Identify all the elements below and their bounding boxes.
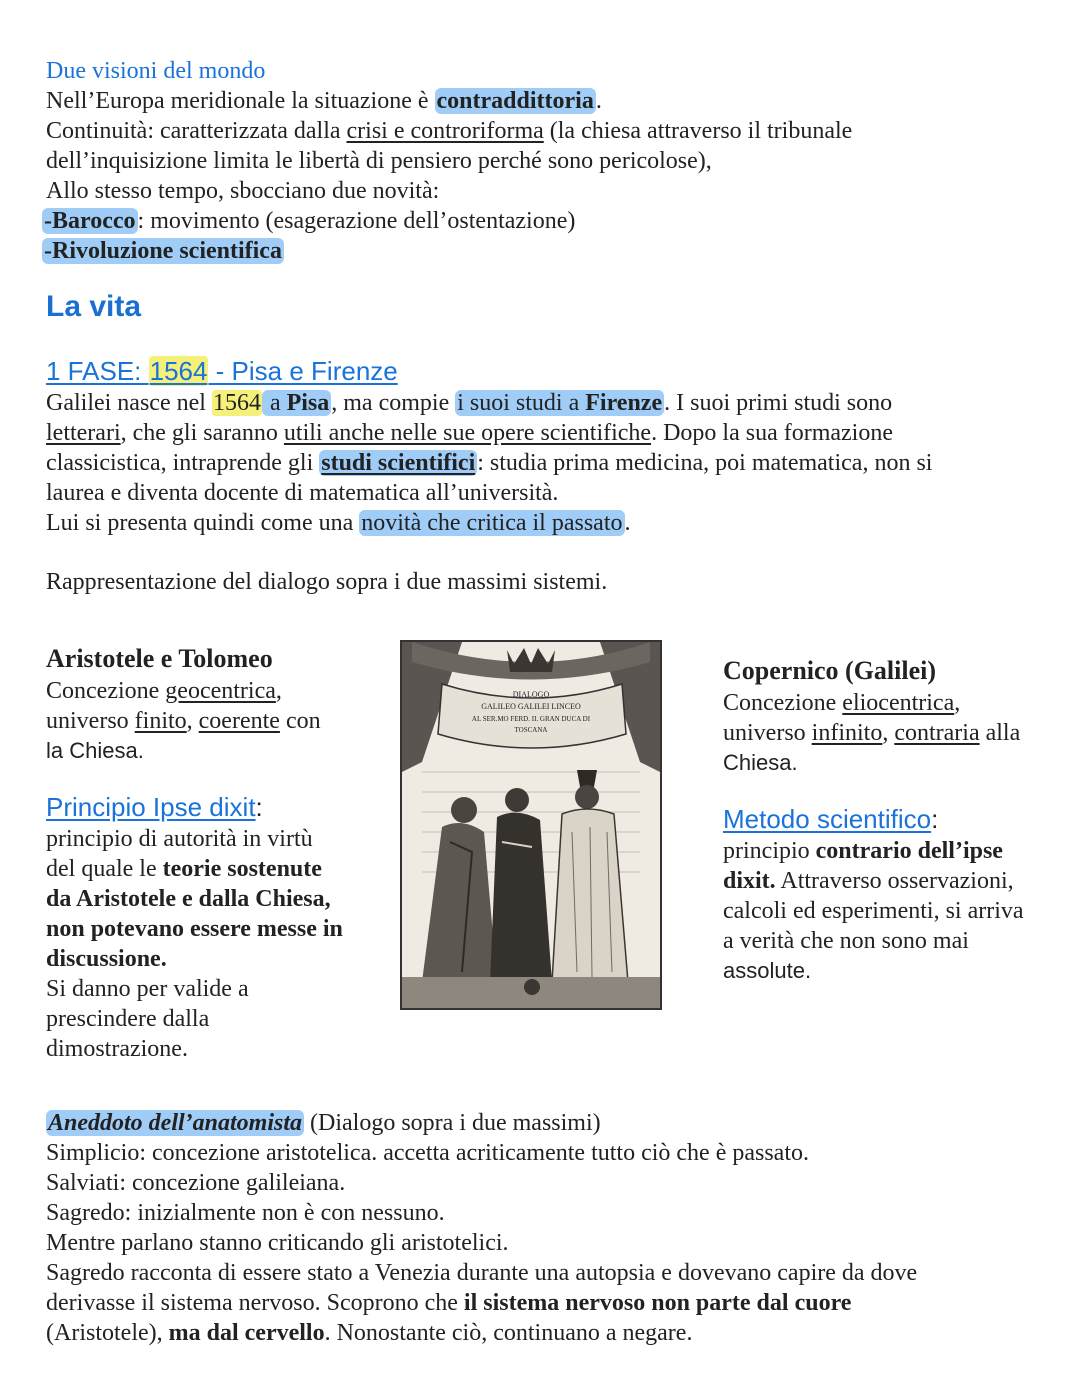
right-subheading (723, 804, 938, 834)
text: classicistica, intraprende gli (46, 450, 320, 476)
skull-icon (524, 979, 540, 995)
aneddoto-line-7 (46, 1318, 692, 1348)
text: il sistema nervoso non parte dal cuore (463, 1290, 852, 1316)
text: . Nonostante ciò, continuano a negare. (324, 1320, 693, 1346)
text: : (931, 804, 939, 834)
text: alla (979, 720, 1021, 746)
left-sub-1: principio di autorità in virtù (46, 826, 313, 852)
text: teorie sostenute (162, 856, 322, 882)
left-sub-8: dimostrazione. (46, 1036, 188, 1062)
left-line-3: la Chiesa. (46, 738, 144, 763)
text: Concezione (723, 690, 843, 716)
text: Lui si presenta quindi come una (46, 510, 360, 536)
vita-line-3 (46, 448, 932, 478)
subheading-fase-1 (46, 356, 398, 386)
left-line-2 (46, 706, 321, 736)
text: con (279, 708, 321, 734)
text: : movimento (esagerazione dell’ostentazione) (137, 208, 576, 234)
text: - Pisa e Firenze (208, 356, 398, 386)
left-title: Aristotele e Tolomeo (46, 644, 273, 673)
text: eliocentrica (842, 690, 955, 716)
intro-line-3: dell’inquisizione limita le libertà di pensiero perché sono pericolose), (46, 148, 712, 174)
left-sub-6: Si danno per valide a (46, 976, 249, 1002)
text: . (624, 510, 631, 536)
vita-line-1 (46, 388, 892, 418)
text: coerente (198, 708, 280, 734)
highlight-novita: novità che critica il passato (361, 510, 623, 536)
text: Galilei nasce nel (46, 390, 212, 416)
text: Pisa (286, 390, 330, 416)
highlight-studi-scientifici: studi scientifici (321, 450, 476, 476)
right-line-2 (723, 718, 1020, 748)
text: letterari (46, 420, 121, 446)
right-sub-5: assolute. (723, 958, 812, 983)
text: Concezione (46, 678, 166, 704)
right-sub-2 (723, 866, 1014, 896)
text: universo (723, 720, 812, 746)
text: i suoi studi a (457, 390, 586, 416)
intro-line-barocco (42, 206, 575, 236)
text: : (255, 792, 263, 822)
text: Principio Ipse dixit (46, 792, 256, 822)
intro-line-rivoluzione (42, 236, 284, 266)
left-sub-4: non potevano essere messe in (46, 916, 343, 942)
aneddoto-line-2: Salviati: concezione galileiana. (46, 1170, 346, 1196)
right-line-1 (723, 688, 960, 718)
text: del quale le (46, 856, 163, 882)
right-title: Copernico (Galilei) (723, 656, 937, 685)
text: (la chiesa attraverso il tribunale (543, 118, 853, 144)
text: finito (134, 708, 187, 734)
right-sub-3: calcoli ed esperimenti, si arriva (723, 898, 1024, 924)
text: , (954, 690, 961, 716)
text: principio (723, 838, 816, 864)
section-title-due-visioni: Due visioni del mondo (46, 58, 266, 84)
text: dixit. (723, 868, 776, 894)
banner-text-4: TOSCANA (514, 726, 548, 734)
text: derivasse il sistema nervoso. Scoprono che (46, 1290, 464, 1316)
aneddoto-line-1: Simplicio: concezione aristotelica. accetta acriticamente tutto ciò che è passato. (46, 1140, 809, 1166)
rappresentazione-caption: Rappresentazione del dialogo sopra i due massimi sistemi. (46, 569, 608, 595)
text: geocentrica (165, 678, 276, 704)
text: universo (46, 708, 135, 734)
highlight-year: 1564 (212, 390, 261, 416)
highlight-year: 1564 (149, 356, 208, 386)
frontispiece-illustration (402, 642, 660, 1008)
highlight-firenze (455, 390, 664, 416)
vita-line-2 (46, 418, 893, 448)
text: , (186, 708, 199, 734)
vita-line-5 (46, 508, 631, 538)
left-sub-2 (46, 854, 322, 884)
highlight-contraddittoria: contraddittoria (436, 88, 594, 114)
text: Attraverso osservazioni, (775, 868, 1014, 894)
right-sub-1 (723, 836, 1003, 866)
text: , ma compie (331, 390, 456, 416)
text: (Aristotele), (46, 1320, 169, 1346)
intro-line-1 (46, 86, 602, 116)
text: a (263, 390, 287, 416)
highlight-barocco: -Barocco (44, 208, 136, 234)
aneddoto-line-5: Sagredo racconta di essere stato a Venezia durante una autopsia e dovevano capire da dove (46, 1260, 918, 1286)
text: Nell’Europa meridionale la situazione è (46, 88, 435, 114)
left-sub-3: da Aristotele e dalla Chiesa, (46, 886, 331, 912)
highlight-rivoluzione: -Rivoluzione scientifica (44, 238, 282, 264)
left-sub-7: prescindere dalla (46, 1006, 210, 1032)
intro-line-2 (46, 116, 852, 146)
highlight-aneddoto: Aneddoto dell’anatomista (48, 1110, 303, 1136)
section-heading-la-vita: La vita (46, 290, 142, 323)
text: ma dal cervello (168, 1320, 325, 1346)
aneddoto-line-4: Mentre parlano stanno criticando gli aristotelici. (46, 1230, 509, 1256)
text: , (882, 720, 895, 746)
text: contrario dell’ipse (815, 838, 1003, 864)
banner-text-1: DIALOGO (512, 690, 550, 699)
aneddoto-line-3: Sagredo: inizialmente non è con nessuno. (46, 1200, 445, 1226)
text: (Dialogo sopra i due massimi) (304, 1110, 601, 1136)
aneddoto-line-6 (46, 1288, 851, 1318)
underline-crisi: crisi e controriforma (346, 118, 544, 144)
text: . I suoi primi studi sono (664, 390, 893, 416)
vita-line-4: laurea e diventa docente di matematica all’università. (46, 480, 559, 506)
text: , (275, 678, 282, 704)
left-line-1 (46, 676, 282, 706)
text: contraria (894, 720, 980, 746)
intro-line-4: Allo stesso tempo, sbocciano due novità: (46, 178, 440, 204)
highlight-pisa (262, 390, 331, 416)
text: utili anche nelle sue opere scientifiche (283, 420, 652, 446)
text: . (595, 88, 602, 114)
text: , che gli saranno (120, 420, 284, 446)
text: infinito (811, 720, 883, 746)
right-line-3: Chiesa. (723, 750, 798, 775)
text: : studia prima medicina, poi matematica, non si (477, 450, 933, 476)
aneddoto-title-line (46, 1108, 601, 1138)
banner-text-3: AL SER.MO FERD. II. GRAN DUCA DI (471, 715, 591, 723)
text: Metodo scientifico (723, 804, 932, 834)
left-sub-5: discussione. (46, 946, 167, 972)
dialogo-frontispiece-image (400, 640, 662, 1010)
text: . Dopo la sua formazione (651, 420, 893, 446)
text: Continuità: caratterizzata dalla (46, 118, 347, 144)
left-subheading (46, 792, 263, 822)
text: 1 FASE: (46, 356, 149, 386)
banner-text-2: GALILEO GALILEI LINCEO (481, 702, 581, 711)
right-sub-4: a verità che non sono mai (723, 928, 969, 954)
text: Firenze (585, 390, 663, 416)
